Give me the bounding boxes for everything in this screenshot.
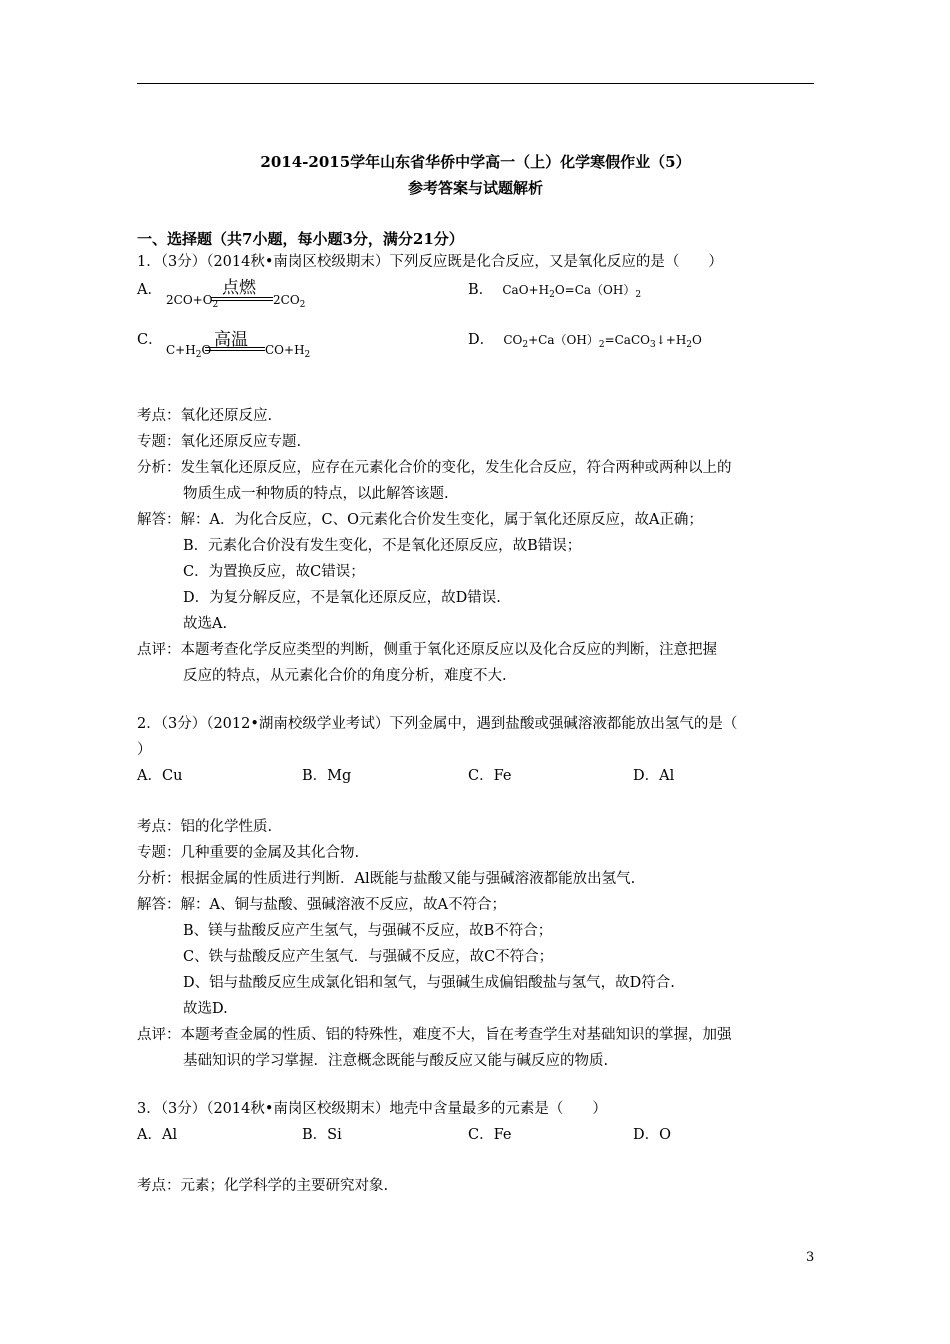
q1-dianping-line1: 点评：本题考查化学反应类型的判断，侧重于氧化还原反应以及化合反应的判断，注意把握 (137, 642, 717, 658)
q2-kaodian: 考点：铝的化学性质. (137, 819, 273, 835)
q1-option-d: D． $CO_2+Ca(OH)_2=CaCO_3↓+H_2O$ (468, 332, 702, 350)
q2-option-a: A．Cu (137, 768, 183, 784)
q1-stem: 1．（3分）（2014秋•南岗区校级期末）下列反应既是化合反应，又是氧化反应的是（ ） (137, 254, 723, 270)
q2-fenxi: 分析：根据金属的性质进行判断．Al既能与盐酸又能与强碱溶液都能放出氢气. (137, 871, 636, 887)
q1-option-c-arrow-line (205, 347, 265, 348)
q2-jieda-line3: C、铁与盐酸反应产生氢气．与强碱不反应，故C不符合； (183, 949, 554, 965)
page-title: 2014-2015学年山东省华侨中学高一（上）化学寒假作业（5） (260, 153, 691, 171)
q1-option-b: B． $CaO+H_2O=Ca(OH)_2$ (468, 282, 642, 300)
q1-jieda-line1: 解答：解：A．为化合反应，C、O元素化合价发生变化，属于氧化还原反应，故A正确； (137, 512, 703, 528)
q2-option-c: C．Fe (468, 768, 512, 784)
page-number: 3 (806, 1250, 815, 1265)
q2-jieda-line1: 解答：解：A、铜与盐酸、强碱溶液不反应，故A不符合； (137, 897, 506, 913)
q2-dianping-line1: 点评：本题考查金属的性质、铝的特殊性，难度不大，旨在考查学生对基础知识的掌握，加强 (137, 1027, 732, 1043)
q1-option-a-label: A． (137, 282, 162, 298)
q3-stem: 3．（3分）（2014秋•南岗区校级期末）地壳中含量最多的元素是（ ） (137, 1101, 607, 1117)
q1-option-a-equation-left: $2CO+O_2$ (166, 293, 219, 310)
q1-jieda-line2: B．元素化合价没有发生变化，不是氧化还原反应，故B错误； (183, 538, 582, 554)
q1-option-c-equation-left: $C+H_2O$ (166, 343, 212, 360)
q1-jieda-line4: D．为复分解反应，不是氧化还原反应，故D错误. (183, 590, 501, 606)
q1-fenxi-line2: 物质生成一种物质的特点，以此解答该题. (183, 486, 449, 502)
q2-dianping-line2: 基础知识的学习掌握．注意概念既能与酸反应又能与碱反应的物质. (183, 1053, 609, 1069)
q1-option-a-arrow-line2 (211, 300, 273, 301)
q3-kaodian: 考点：元素；化学科学的主要研究对象. (137, 1178, 389, 1194)
q1-option-a-equation-right: $2CO_2$ (273, 293, 306, 310)
q1-fenxi-line1: 分析：发生氧化还原反应，应存在元素化合价的变化，发生化合反应，符合两种或两种以上的 (137, 460, 732, 476)
q1-zhuanti: 专题：氧化还原反应专题. (137, 434, 302, 450)
q1-dianping-line2: 反应的特点，从元素化合价的角度分析，难度不大. (183, 668, 507, 684)
q2-jieda-line2: B、镁与盐酸反应产生氢气，与强碱不反应，故B不符合； (183, 923, 553, 939)
q2-stem-line2: ） (137, 742, 152, 758)
q1-jieda-line3: C．为置换反应，故C错误； (183, 564, 365, 580)
q3-option-a: A．Al (137, 1127, 178, 1143)
q2-jieda-line4: D、铝与盐酸反应生成氯化铝和氢气，与强碱生成偏铝酸盐与氢气，故D符合. (183, 975, 675, 991)
q1-jieda-line5: 故选A. (183, 616, 228, 632)
q1-option-c-condition: 高温 (214, 330, 248, 350)
q1-option-a-condition: 点燃 (222, 278, 256, 298)
q1-option-c-arrow-line2 (205, 350, 265, 351)
q1-option-c-equation-right: $CO+H_2$ (265, 343, 311, 360)
q1-option-c-label: C． (137, 332, 163, 348)
q2-jieda-line5: 故选D. (183, 1001, 228, 1017)
q2-zhuanti: 专题：几种重要的金属及其化合物. (137, 845, 360, 861)
q3-option-b: B．Si (302, 1127, 342, 1143)
header-rule (137, 83, 814, 84)
page-subtitle: 参考答案与试题解析 (407, 179, 543, 197)
q1-option-a-arrow-line (211, 297, 273, 298)
q2-stem-line1: 2．（3分）（2012•湖南校级学业考试）下列金属中，遇到盐酸或强碱溶液都能放出氢气的是（ (137, 716, 738, 732)
q3-option-d: D．O (633, 1127, 672, 1143)
q1-kaodian: 考点：氧化还原反应. (137, 408, 273, 424)
q2-option-b: B．Mg (302, 768, 352, 784)
q3-option-c: C．Fe (468, 1127, 512, 1143)
q2-option-d: D．Al (633, 768, 675, 784)
section-heading: 一、选择题（共7小题，每小题3分，满分21分） (137, 230, 464, 248)
